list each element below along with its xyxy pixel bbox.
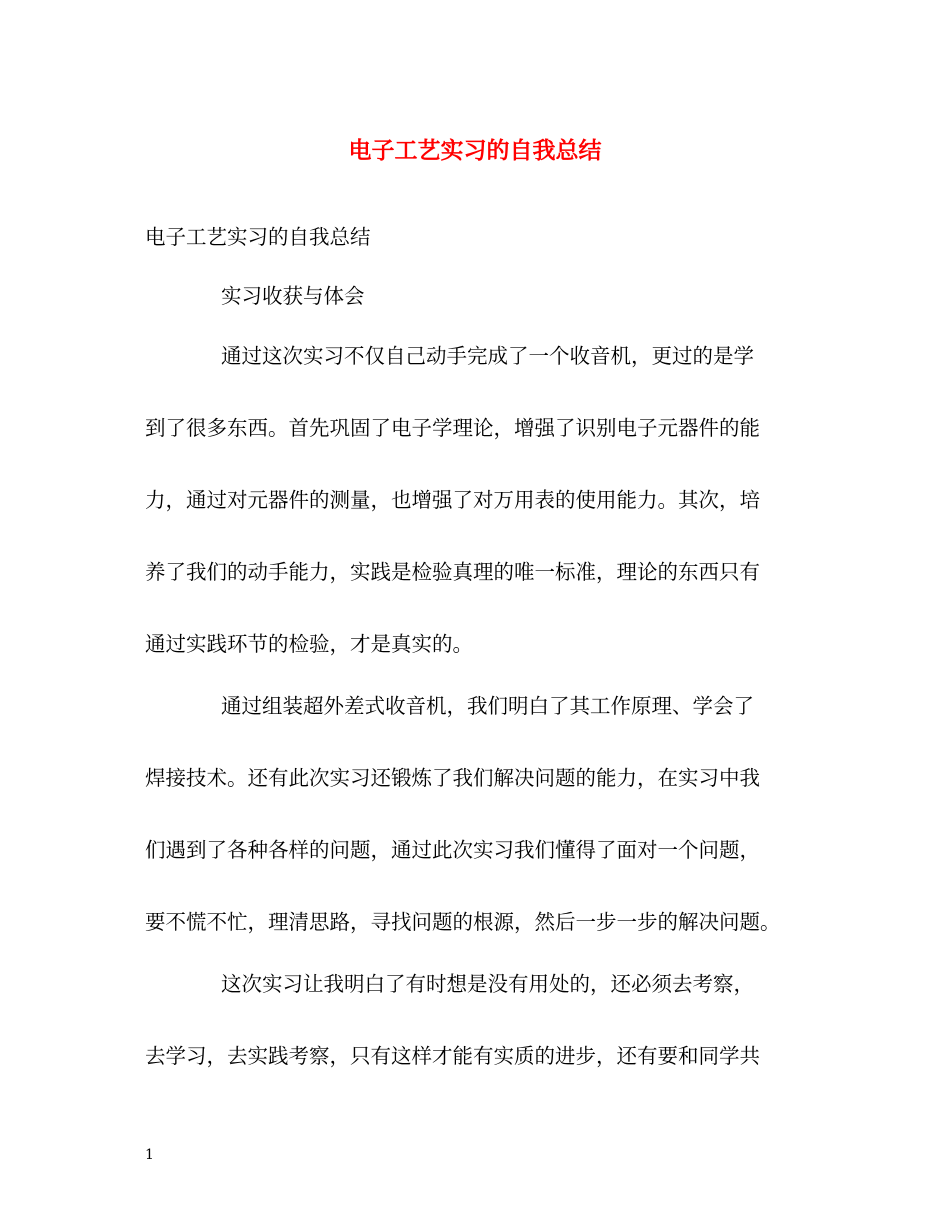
- paragraph-1-line-1: 通过这次实习不仅自己动手完成了一个收音机，更过的是学: [221, 344, 754, 368]
- paragraph-1-line-4: 养了我们的动手能力，实践是检验真理的唯一标准，理论的东西只有: [145, 560, 760, 584]
- paragraph-3-line-2: 去学习，去实践考察，只有这样才能有实质的进步，还有要和同学共: [145, 1044, 760, 1068]
- paragraph-2-line-3: 们遇到了各种各样的问题，通过此次实习我们懂得了面对一个问题，: [145, 838, 760, 862]
- paragraph-1-line-2: 到了很多东西。首先巩固了电子学理论，增强了识别电子元器件的能: [145, 416, 760, 440]
- paragraph-2-line-2: 焊接技术。还有此次实习还锻炼了我们解决问题的能力，在实习中我: [145, 766, 760, 790]
- section-heading: 实习收获与体会: [221, 284, 365, 308]
- paragraph-2-line-1: 通过组装超外差式收音机，我们明白了其工作原理、学会了: [221, 694, 754, 718]
- paragraph-1-line-3: 力，通过对元器件的测量，也增强了对万用表的使用能力。其次，培: [145, 488, 760, 512]
- paragraph-1-line-5: 通过实践环节的检验，才是真实的。: [145, 632, 473, 656]
- paragraph-3-line-1: 这次实习让我明白了有时想是没有用处的，还必须去考察，: [221, 972, 754, 996]
- paragraph-2-line-4: 要不慌不忙，理清思路，寻找问题的根源，然后一步一步的解决问题。: [145, 910, 781, 934]
- document-subtitle: 电子工艺实习的自我总结: [145, 225, 371, 249]
- document-title: 电子工艺实习的自我总结: [348, 137, 602, 164]
- page-number: 1: [145, 1147, 154, 1163]
